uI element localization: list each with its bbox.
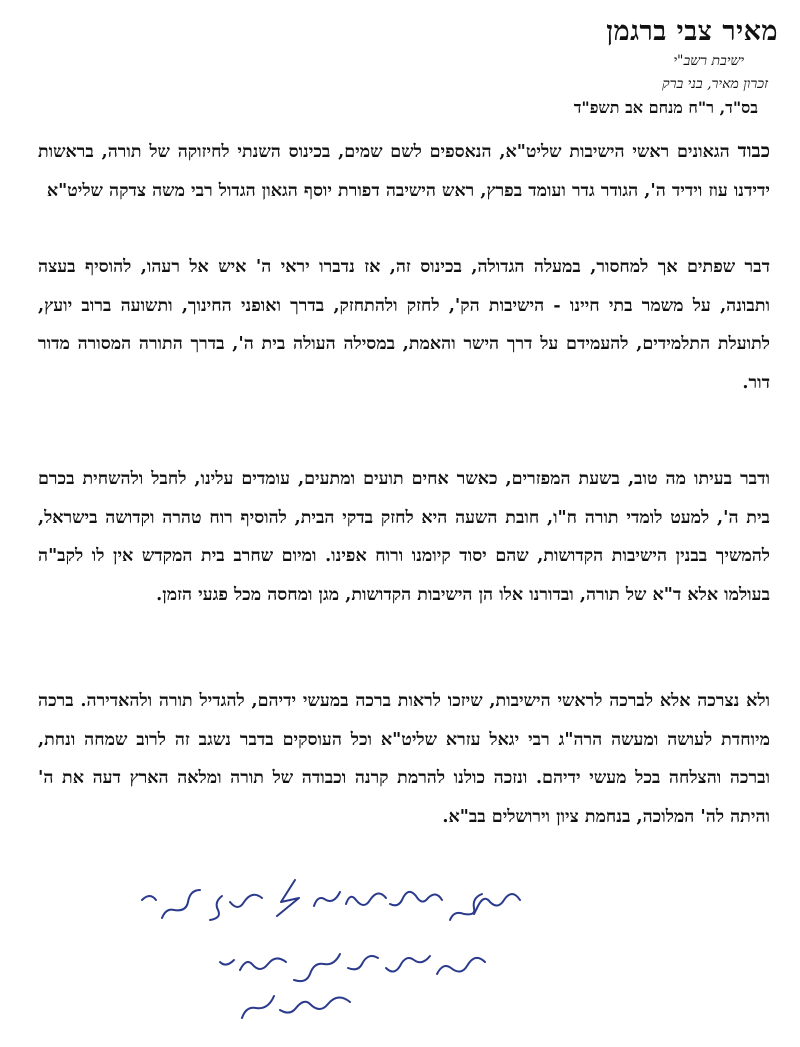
- letterhead-yeshiva: ישיבת רשב"י: [673, 53, 744, 69]
- handwritten-signature: [90, 870, 540, 1030]
- paragraph-3: ודבר בעיתו מה טוב, בשעת המפזרים, כאשר אחים תועים ומתעים, עומדים עלינו, לחבל ולהשחית בכרם בית ה', למעט לומדי תורה ח"ו, חובת השעה היא לחזק בדקי הבית, להוסיף רוח טהרה וקדושה בישראל, להמשיך בבנין הישיבות הקדושות, שהם יסוד קיומנו ורוח אפינו. ומיום שחרב בית המקדש אין לו לקב"ה בעולמו אלא ד"א של תורה, ובדורנו אלו הן הישיבות הקדושות, מגן ומחסה מכל פגעי הזמן.: [38, 469, 770, 605]
- paragraph-4: ולא נצרכה אלא לברכה לראשי הישיבות, שיזכו לראות ברכה במעשי ידיהם, להגדיל תורה ולהאדירה. ברכה מיוחדת לעושה ומעשה הרה"ג רבי יגאל עזרא שליט"א וכל העוסקים בדבר נשגב זה לרוב שמחה ונחת, וברכה והצלחה בכל מעשי ידיהם. ונזכה כולנו להרמת קרנה וכבודה של תורה ומלאה הארץ דעה את ה' והיתה לה' המלוכה, בנחמת ציון וירושלים בב"א.: [38, 691, 770, 827]
- letterhead-name: מאיר צבי ברגמן: [606, 16, 778, 47]
- letterhead-address: זכרון מאיר, בני ברק: [662, 76, 768, 92]
- letter-date: בס"ד, ר"ח מנחם אב תשפ"ד: [573, 98, 758, 117]
- paragraph-salutation: [38, 132, 770, 210]
- salutation-lead-word: כבוד: [737, 140, 771, 162]
- paragraph-2: דבר שפתים אך למחסור, במעלה הגדולה, בכינוס זה, אז נדברו יראי ה' איש אל רעהו, להוסיף בעצה ותבונה, על משמר בתי חיינו - הישיבות הק', לחזק ולהתחזק, בדרך ואופני החינוך, ותשועה ברוב יועץ, לתועלת התלמידים, להעמידם על דרך הישר והאמת, במסילה העולה בית ה', בדרך התורה המסורה מדור דור.: [38, 257, 770, 393]
- salutation-text: הגאונים ראשי הישיבות שליט"א, הנאספים לשם שמים, בכינוס השנתי לחיזוקה של תורה, בראשות ידידנו עוז וידיד ה', הגודר גדר ועומד בפרץ, ראש הישיבה דפורת יוסף הגאון הגדול רבי משה צדקה שליט"א: [38, 142, 770, 201]
- letterhead: [518, 14, 778, 96]
